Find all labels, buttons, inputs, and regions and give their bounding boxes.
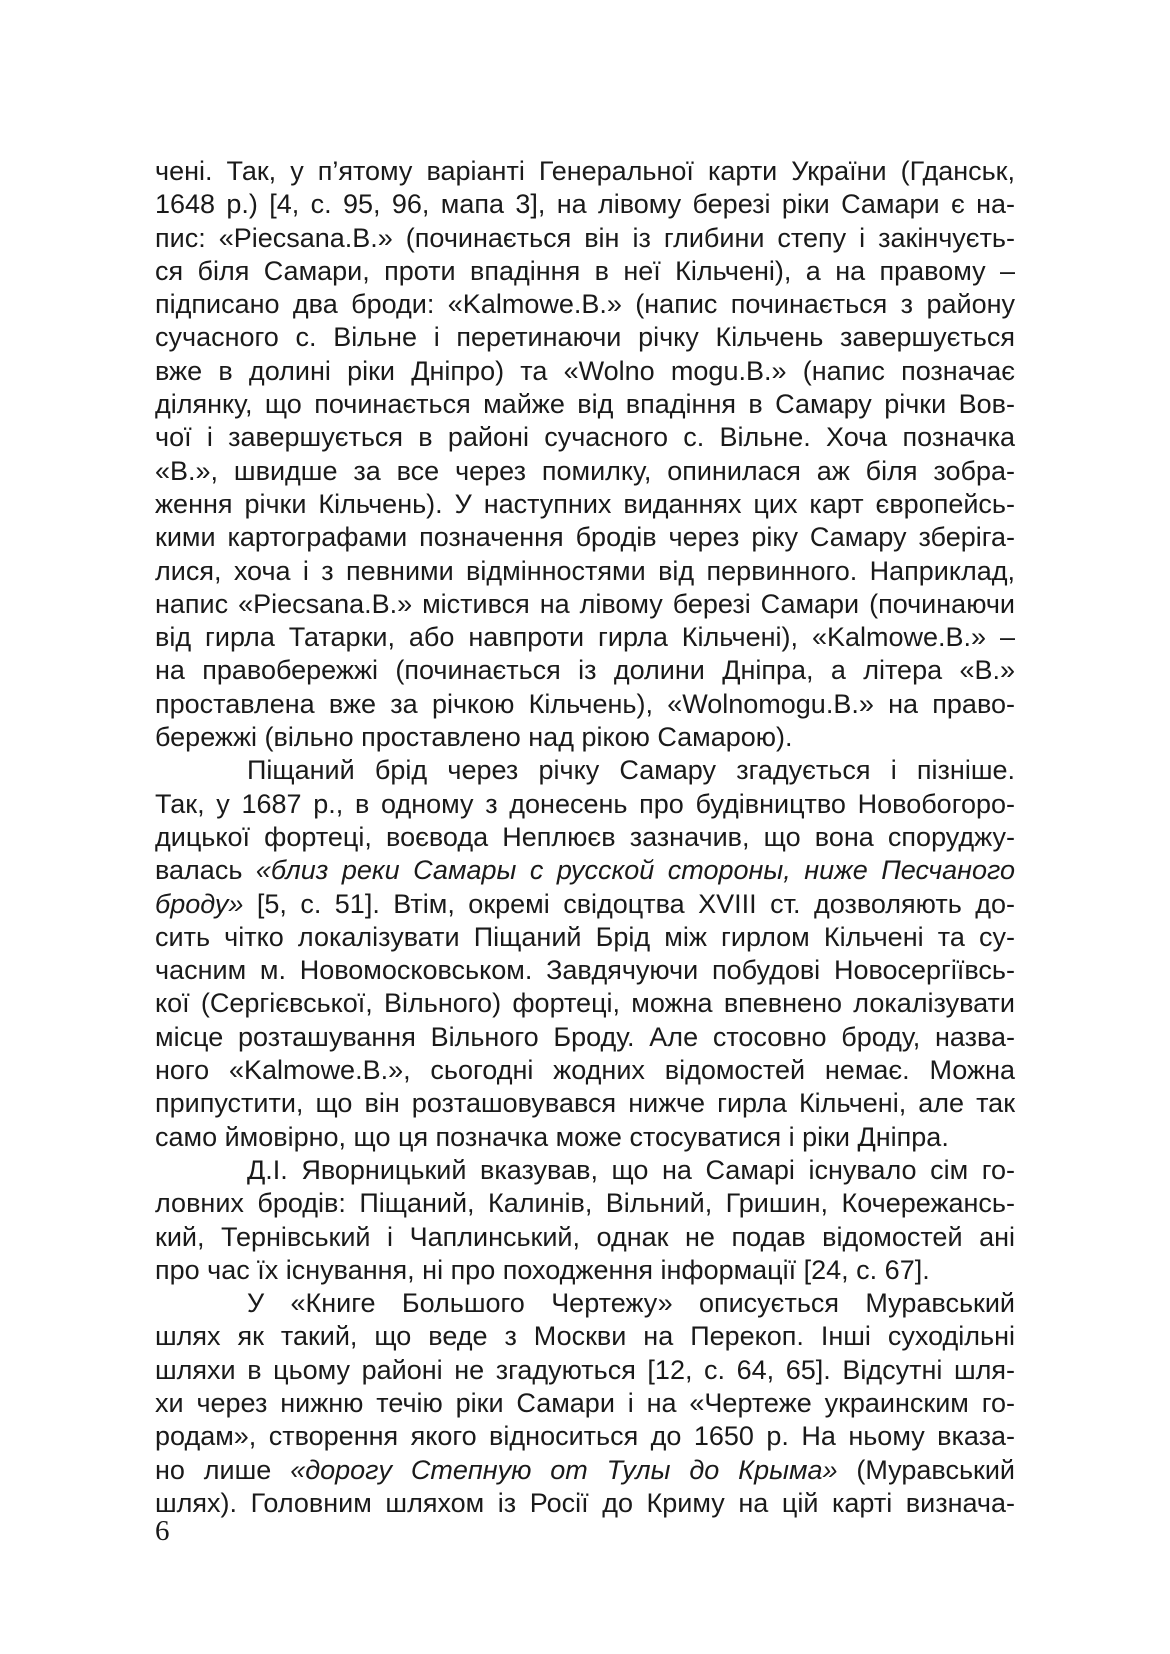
text-line: чої і завершується в районі сучасного с. Вільне. Хоча позначка <box>155 422 1015 453</box>
text-line: шлях). Головним шляхом із Росії до Криму на цій карті визнача- <box>155 1487 1015 1518</box>
text-run: (Муравський <box>837 1454 1015 1485</box>
text-line: сучасного с. Вільне і перетинаючи річку Кільчень завершується <box>155 322 1015 353</box>
text-line: дицької фортеці, воєвода Неплюєв зазначив, що вона споруджу- <box>155 821 1015 852</box>
text-line: про час їх існування, ні про походження інформації [24, с. 67]. <box>155 1254 930 1285</box>
text-line: «B.», швидше за все через помилку, опинилася аж біля зобра- <box>155 455 1015 486</box>
text-line: шляхи в цьому районі не згадуються [12, с. 64, 65]. Відсутні шля- <box>155 1354 1015 1385</box>
text-line: ловних бродів: Піщаний, Калинів, Вільний, Гришин, Кочережансь- <box>155 1188 1015 1219</box>
italic-quote: «близ реки Самары с русской стороны, ниже Песчаного <box>255 855 1015 886</box>
text-line: бережжі (вільно проставлено над рікою Самарою). <box>155 722 793 753</box>
text-line: ження річки Кільчень). У наступних виданнях цих карт європейсь- <box>155 488 1015 519</box>
text-run: но лише <box>155 1454 291 1485</box>
italic-quote: броду» <box>155 888 244 919</box>
text-line: кий, Тернівський і Чаплинський, однак не подав відомостей ані <box>155 1221 1015 1252</box>
text-line: припустити, що він розташовувався нижче гирла Кільчені, але так <box>155 1088 1015 1119</box>
italic-quote: «дорогу Степную от Тулы до Крыма» <box>290 1454 838 1485</box>
body-text <box>155 155 1015 1520</box>
text-line <box>155 888 1015 921</box>
text-line: часним м. Новомосковськом. Завдячуючи побудові Новосергіївсь- <box>155 955 1015 986</box>
text-line: кої (Сергієвської, Вільного) фортеці, можна впевнено локалізувати <box>155 988 1015 1019</box>
text-line: пис: «Piecsana.B.» (починається він із глибини степу і закінчуєть- <box>155 222 1015 253</box>
text-line: хи через нижню течію ріки Самари і на «Чертеже украинским го- <box>155 1387 1015 1418</box>
text-line <box>155 854 1015 887</box>
text-run: [5, с. 51]. Втім, окремі свідоцтва XVIII ст. дозволяють до- <box>243 888 1015 919</box>
text-line: місце розташування Вільного Броду. Але стосовно броду, назва- <box>155 1021 1015 1052</box>
text-line <box>155 1454 1015 1487</box>
text-line: від гирла Татарки, або навпроти гирла Кільчені), «Kalmowe.B.» – <box>155 622 1015 653</box>
text-line: ділянку, що починається майже від впадіння в Самару річки Вов- <box>155 389 1015 420</box>
text-line: кими картографами позначення бродів через ріку Самару зберіга- <box>155 522 1015 553</box>
text-line: проставлена вже за річкою Кільчень), «Wolnomogu.B.» на право- <box>155 688 1015 719</box>
text-line: 1648 р.) [4, с. 95, 96, мапа 3], на лівому березі ріки Самари є на- <box>155 189 1015 220</box>
text-line: вже в долині ріки Дніпро) та «Wolno mogu.B.» (напис позначає <box>155 355 1015 386</box>
text-line: лися, хоча і з певними відмінностями від первинного. Наприклад, <box>155 555 1015 586</box>
text-line: ся біля Самари, проти впадіння в неї Кільчені), а на правому – <box>155 255 1015 286</box>
text-line: родам», створення якого відноситься до 1650 р. На ньому вказа- <box>155 1421 1015 1452</box>
text-line: Так, у 1687 р., в одному з донесень про будівництво Новобогоро- <box>155 788 1015 819</box>
text-line: Піщаний брід через річку Самару згадується і пізніше. <box>247 755 1015 786</box>
text-line: сить чітко локалізувати Піщаний Брід між гирлом Кільчені та су- <box>155 921 1015 952</box>
text-line: У «Книге Большого Чертежу» описується Муравський <box>247 1288 1015 1319</box>
text-line: ного «Kalmowe.B.», сьогодні жодних відомостей немає. Можна <box>155 1055 1015 1086</box>
page-number: 6 <box>155 1515 170 1547</box>
text-line: само ймовірно, що ця позначка може стосуватися і ріки Дніпра. <box>155 1121 949 1152</box>
text-line: чені. Так, у п’ятому варіанті Генеральної карти України (Гданськ, <box>155 156 1015 186</box>
text-line: підписано два броди: «Kalmowe.B.» (напис починається з району <box>155 289 1015 320</box>
text-line: Д.І. Яворницький вказував, що на Самарі існувало сім го- <box>247 1154 1015 1185</box>
text-line: напис «Piecsana.B.» містився на лівому березі Самари (починаючи <box>155 588 1015 619</box>
text-line: на правобережжі (починається із долини Дніпра, а літера «B.» <box>155 655 1015 686</box>
text-line: шлях як такий, що веде з Москви на Перекоп. Інші суходільні <box>155 1321 1015 1352</box>
text-run: валась <box>155 855 256 886</box>
